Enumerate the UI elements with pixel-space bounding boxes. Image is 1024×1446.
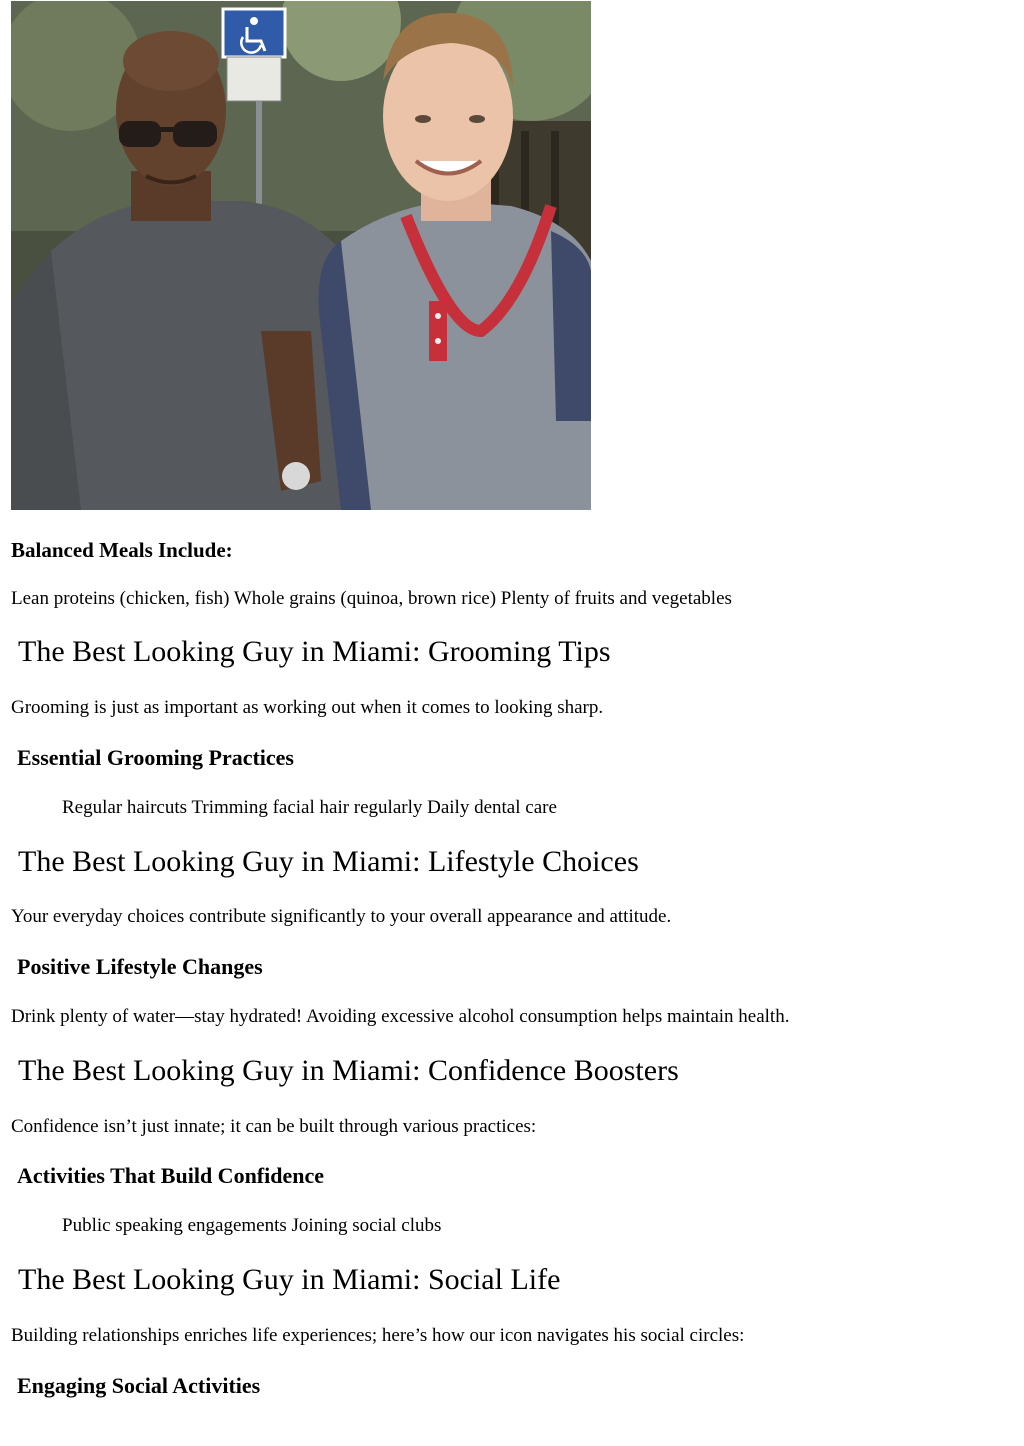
lifestyle-changes-heading: Positive Lifestyle Changes — [17, 954, 263, 979]
lifestyle-changes-list: Drink plenty of water—stay hydrated! Avoiding excessive alcohol consumption helps maintain health. — [11, 1006, 790, 1027]
lifestyle-intro-text: Your everyday choices contribute significantly to your overall appearance and attitude. — [11, 906, 672, 927]
grooming-intro-text: Grooming is just as important as working out when it comes to looking sharp. — [11, 697, 604, 718]
balanced-meals-text: Lean proteins (chicken, fish) Whole grains (quinoa, brown rice) Plenty of fruits and vegetables — [11, 588, 732, 609]
balanced-meals-heading: Balanced Meals Include: — [11, 538, 233, 562]
social-intro-text: Building relationships enriches life experiences; here’s how our icon navigates his social circles: — [11, 1325, 745, 1346]
confidence-activities-heading: Activities That Build Confidence — [17, 1163, 325, 1188]
social-life-heading: The Best Looking Guy in Miami: Social Life — [18, 1263, 561, 1296]
confidence-boosters-heading: The Best Looking Guy in Miami: Confidence Boosters — [18, 1054, 679, 1087]
lifestyle-choices-heading: The Best Looking Guy in Miami: Lifestyle Choices — [18, 845, 639, 878]
grooming-practices-list: Regular haircuts Trimming facial hair regularly Daily dental care — [62, 797, 557, 818]
grooming-tips-heading: The Best Looking Guy in Miami: Grooming Tips — [18, 635, 611, 668]
two-men-portrait-photo-icon — [11, 1, 591, 510]
grooming-practices-heading: Essential Grooming Practices — [17, 745, 294, 770]
confidence-intro-text: Confidence isn’t just innate; it can be built through various practices: — [11, 1116, 537, 1137]
social-activities-heading: Engaging Social Activities — [17, 1373, 261, 1398]
portrait-photo — [11, 1, 591, 510]
confidence-activities-list: Public speaking engagements Joining social clubs — [62, 1215, 442, 1236]
